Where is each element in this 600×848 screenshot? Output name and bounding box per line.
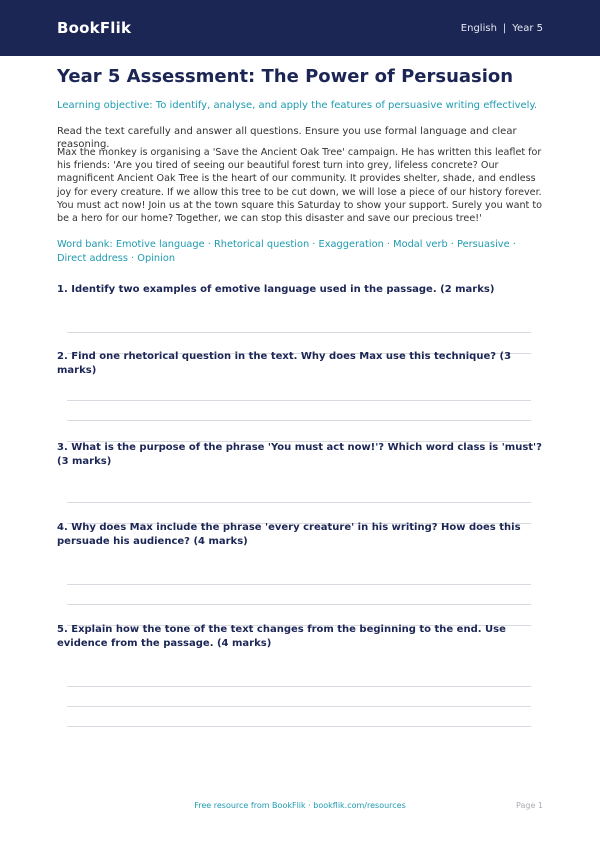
- question-4: 4. Why does Max include the phrase 'every creature' in his writing? How does this persuade his audience? (4 marks): [57, 522, 521, 547]
- subject-label: English: [460, 22, 497, 34]
- header-meta: [461, 23, 543, 34]
- answer-line[interactable]: [67, 686, 531, 687]
- reading-passage: Max the monkey is organising a 'Save the Ancient Oak Tree' campaign. He has written this leaflet for his friends: 'Are you tired of seeing our beautiful forest turn into grey, lifeless concrete? Our magnificent Ancient Oak Tree is the heart of our community. It provides shelter, shade, and endless joy for every creature. If we allow this tree to be cut down, we will lose a piece of our history forever. You must act now! Join us at the town square this Saturday to show your support. Surely you want to be a hero for our home? Together, we can stop this disaster and save our precious tree!': [57, 147, 542, 225]
- answer-line[interactable]: [67, 502, 531, 503]
- question-1: 1. Identify two examples of emotive language used in the passage. (2 marks): [57, 284, 495, 295]
- answer-line[interactable]: [67, 420, 531, 421]
- question-2: 2. Find one rhetorical question in the text. Why does Max use this technique? (3 marks): [57, 351, 512, 376]
- answer-line[interactable]: [67, 400, 531, 401]
- page-title: Year 5 Assessment: The Power of Persuasion: [57, 66, 514, 87]
- answer-line[interactable]: [67, 706, 531, 707]
- header-separator: |: [502, 22, 507, 34]
- word-bank: Word bank: Emotive language · Rhetorical question · Exaggeration · Modal verb · Persuasive · Direct address · Opinion: [57, 239, 516, 264]
- footer-link[interactable]: Free resource from BookFlik · bookflik.com/resources: [194, 801, 406, 810]
- question-5: 5. Explain how the tone of the text changes from the beginning to the end. Use evidence from the passage. (4 marks): [57, 624, 506, 649]
- year-label: Year 5: [512, 22, 543, 34]
- page-footer: [0, 801, 600, 815]
- brand-logo[interactable]: BookFlik: [57, 19, 132, 37]
- page-header: [0, 0, 600, 56]
- answer-line[interactable]: [67, 604, 531, 605]
- page-number: Page 1: [516, 801, 543, 810]
- learning-objective: Learning objective: To identify, analyse, and apply the features of persuasive writing effectively.: [57, 100, 538, 111]
- answer-line[interactable]: [67, 584, 531, 585]
- answer-line[interactable]: [67, 332, 531, 333]
- question-3: 3. What is the purpose of the phrase 'You must act now!'? Which word class is 'must'? (3 marks): [57, 442, 542, 467]
- answer-line[interactable]: [67, 726, 531, 727]
- instructions: Read the text carefully and answer all questions. Ensure you use formal language and clear reasoning.: [57, 126, 517, 150]
